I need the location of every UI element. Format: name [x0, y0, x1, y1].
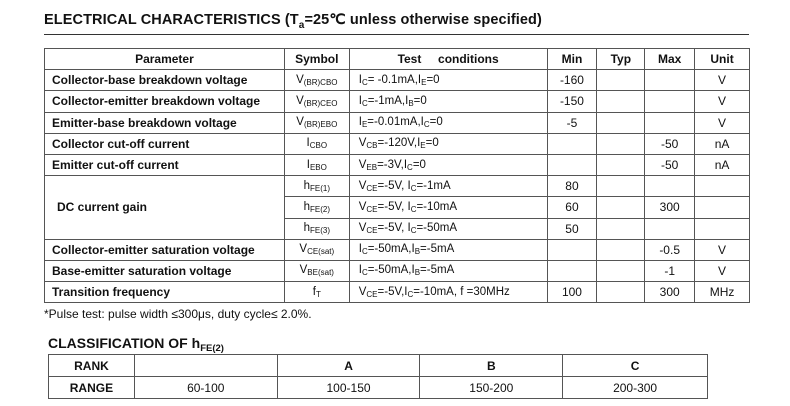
unit-cell: V	[695, 239, 750, 260]
unit-cell	[695, 197, 750, 218]
range-cell: 200-300	[563, 377, 708, 399]
unit-cell: V	[695, 260, 750, 281]
symbol-subscript: T	[315, 289, 321, 299]
range-row	[49, 377, 708, 399]
param-cell: Emitter-base breakdown voltage	[45, 112, 285, 133]
cond-subscript: C	[410, 183, 417, 193]
condition-cell	[349, 91, 547, 112]
range-cell: 100-150	[277, 377, 420, 399]
symbol-cell	[284, 239, 349, 260]
cond-subscript: C	[361, 268, 368, 278]
table-body	[45, 70, 750, 303]
condition-cell	[349, 176, 547, 197]
symbol-subscript: (BR)EBO	[303, 120, 338, 130]
cond-subscript: CE	[366, 289, 378, 299]
unit-cell	[695, 218, 750, 239]
cond-text: =-50mA	[416, 222, 458, 235]
table-row	[45, 154, 750, 175]
symbol-cell	[284, 218, 349, 239]
cond-subscript: CE	[366, 226, 378, 236]
param-cell: Collector-base breakdown voltage	[45, 70, 285, 91]
typ-cell	[597, 218, 645, 239]
cond-text: =-3V,I	[377, 158, 408, 171]
cond-subscript: C	[361, 247, 368, 257]
condition-cell	[349, 133, 547, 154]
symbol-base: h	[303, 200, 310, 213]
cond-text: =-1mA,I	[367, 94, 409, 107]
symbol-base: V	[296, 94, 304, 107]
table-row	[45, 260, 750, 281]
symbol-subscript: FE(2)	[310, 204, 330, 214]
max-cell: -50	[645, 154, 695, 175]
max-cell	[645, 218, 695, 239]
min-cell: 50	[547, 218, 597, 239]
typ-cell	[597, 133, 645, 154]
cond-text: I	[358, 243, 362, 256]
symbol-subscript: (BR)CEO	[303, 98, 338, 108]
min-cell: -160	[547, 70, 597, 91]
cond-text: V	[358, 179, 367, 192]
max-cell	[645, 112, 695, 133]
cond-subscript: E	[361, 120, 368, 130]
typ-cell	[597, 154, 645, 175]
table-row	[45, 282, 750, 303]
cond-subscript: E	[420, 141, 426, 151]
cond-text: V	[358, 137, 367, 150]
cond-text: =0	[425, 137, 439, 150]
cond-text: =-120V,I	[377, 137, 421, 150]
cond-text: =-5V, I	[377, 200, 411, 213]
cond-subscript: C	[410, 226, 417, 236]
header-conditions: Test conditions	[349, 49, 547, 70]
table-row	[45, 70, 750, 91]
range-label: RANGE	[49, 377, 135, 399]
cond-text: V	[358, 222, 367, 235]
symbol-subscript: FE(3)	[310, 226, 330, 236]
param-cell: Collector-emitter breakdown voltage	[45, 91, 285, 112]
condition-cell	[349, 239, 547, 260]
min-cell: -5	[547, 112, 597, 133]
symbol-subscript: CBO	[309, 141, 328, 151]
condition-cell	[349, 282, 547, 303]
condition-cell	[349, 154, 547, 175]
symbol-cell	[284, 70, 349, 91]
table-row	[45, 239, 750, 260]
cond-subscript: C	[361, 98, 368, 108]
cond-text: =-5V, I	[377, 179, 411, 192]
cond-text: I	[358, 94, 362, 107]
cond-subscript: CE	[366, 204, 378, 214]
max-cell: -1	[645, 260, 695, 281]
param-cell: Transition frequency	[45, 282, 285, 303]
title-rule	[44, 34, 749, 35]
unit-cell: V	[695, 91, 750, 112]
cond-subscript: CE	[366, 183, 378, 193]
unit-cell: V	[695, 70, 750, 91]
unit-cell: V	[695, 112, 750, 133]
symbol-cell	[284, 197, 349, 218]
cond-subscript: E	[421, 77, 427, 87]
cond-subscript: C	[407, 162, 413, 172]
rank-cell	[134, 355, 277, 377]
cond-text: =-1mA	[416, 179, 451, 192]
max-cell: 300	[645, 197, 695, 218]
unit-cell: nA	[695, 154, 750, 175]
cond-text: =-5mA	[420, 243, 455, 256]
symbol-subscript: FE(1)	[310, 183, 330, 193]
min-cell: 60	[547, 197, 597, 218]
header-parameter: Parameter	[45, 49, 285, 70]
symbol-base: h	[303, 179, 310, 192]
range-cell: 60-100	[134, 377, 277, 399]
cond-subscript: B	[408, 98, 414, 108]
table-row	[45, 176, 750, 197]
table-header-row	[45, 49, 750, 70]
typ-cell	[597, 282, 645, 303]
symbol-subscript: EBO	[309, 162, 327, 172]
symbol-base: V	[299, 243, 308, 256]
cond-text: =-10mA, f =30MHz	[413, 285, 510, 298]
electrical-characteristics-table	[44, 48, 750, 303]
symbol-subscript: (BR)CBO	[303, 77, 338, 87]
max-cell: -50	[645, 133, 695, 154]
classification-table	[48, 354, 708, 399]
cond-text: =0	[413, 94, 427, 107]
range-cell: 150-200	[420, 377, 563, 399]
cond-text: =0	[429, 116, 443, 129]
symbol-base: V	[296, 73, 304, 86]
unit-cell	[695, 176, 750, 197]
cond-text: V	[358, 285, 367, 298]
symbol-cell	[284, 112, 349, 133]
rank-cell: C	[563, 355, 708, 377]
condition-cell	[349, 218, 547, 239]
classification-title: CLASSIFICATION OF $h_{FE(2)}$	[48, 335, 224, 354]
cond-text: = -0.1mA,I	[367, 73, 422, 86]
min-cell: -150	[547, 91, 597, 112]
rank-row	[49, 355, 708, 377]
min-cell: 80	[547, 176, 597, 197]
cond-text: =-50mA,I	[367, 264, 415, 277]
cond-subscript: C	[410, 204, 417, 214]
typ-cell	[597, 91, 645, 112]
cond-text: V	[358, 200, 367, 213]
cond-text: =-5mA	[420, 264, 455, 277]
cond-text: =-5V, I	[377, 222, 411, 235]
cond-text: I	[358, 73, 362, 86]
symbol-cell	[284, 282, 349, 303]
typ-cell	[597, 197, 645, 218]
symbol-base: V	[296, 116, 304, 129]
cond-text: =-5V,I	[377, 285, 408, 298]
max-cell: 300	[645, 282, 695, 303]
header-symbol: Symbol	[284, 49, 349, 70]
typ-cell	[597, 70, 645, 91]
max-cell	[645, 91, 695, 112]
param-cell: Base-emitter saturation voltage	[45, 260, 285, 281]
param-cell: Collector cut-off current	[45, 133, 285, 154]
condition-cell	[349, 112, 547, 133]
symbol-base: I	[306, 137, 310, 150]
typ-cell	[597, 260, 645, 281]
cond-subscript: CB	[366, 141, 378, 151]
cond-text: V	[358, 158, 367, 171]
symbol-base: V	[299, 264, 308, 277]
symbol-base: f	[312, 285, 316, 298]
param-cell: Collector-emitter saturation voltage	[45, 239, 285, 260]
typ-cell	[597, 176, 645, 197]
unit-cell: MHz	[695, 282, 750, 303]
header-unit: Unit	[695, 49, 750, 70]
cond-text: =-50mA,I	[367, 243, 415, 256]
cond-subscript: C	[423, 120, 430, 130]
condition-cell	[349, 197, 547, 218]
cond-text: I	[358, 116, 362, 129]
cond-subscript: C	[361, 77, 368, 87]
cond-subscript: EB	[366, 162, 378, 172]
min-cell	[547, 154, 597, 175]
cond-subscript: B	[414, 268, 421, 278]
table-row	[45, 91, 750, 112]
cond-text: I	[358, 264, 362, 277]
cond-text: =-0.01mA,I	[367, 116, 424, 129]
cond-subscript: B	[414, 247, 421, 257]
symbol-subscript: BE(sat)	[307, 268, 334, 278]
typ-cell	[597, 112, 645, 133]
condition-cell	[349, 260, 547, 281]
symbol-cell	[284, 154, 349, 175]
header-min: Min	[547, 49, 597, 70]
min-cell	[547, 239, 597, 260]
symbol-base: I	[306, 158, 310, 171]
param-cell: Emitter cut-off current	[45, 154, 285, 175]
rank-cell: B	[420, 355, 563, 377]
pulse-test-note: *Pulse test: pulse width ≤300μs, duty cycle≤ 2.0%.	[44, 307, 312, 321]
cond-text: =0	[426, 73, 440, 86]
param-cell: DC current gain	[45, 176, 285, 240]
min-cell: 100	[547, 282, 597, 303]
rank-cell: A	[277, 355, 420, 377]
section-title: ELECTRICAL CHARACTERISTICS ($T_a=25℃$ unless otherwise specified)	[44, 12, 542, 31]
condition-cell	[349, 70, 547, 91]
unit-cell: nA	[695, 133, 750, 154]
cond-subscript: C	[407, 289, 414, 299]
header-max: Max	[645, 49, 695, 70]
header-typ: Typ	[597, 49, 645, 70]
cond-text: =-10mA	[416, 200, 458, 213]
rank-label: RANK	[49, 355, 135, 377]
min-cell	[547, 260, 597, 281]
symbol-cell	[284, 91, 349, 112]
symbol-cell	[284, 260, 349, 281]
max-cell	[645, 70, 695, 91]
symbol-cell	[284, 133, 349, 154]
min-cell	[547, 133, 597, 154]
symbol-cell	[284, 176, 349, 197]
max-cell	[645, 176, 695, 197]
max-cell: -0.5	[645, 239, 695, 260]
symbol-base: h	[303, 222, 310, 235]
typ-cell	[597, 239, 645, 260]
table-row	[45, 133, 750, 154]
cond-text: =0	[412, 158, 426, 171]
table-row	[45, 112, 750, 133]
symbol-subscript: CE(sat)	[307, 247, 335, 257]
